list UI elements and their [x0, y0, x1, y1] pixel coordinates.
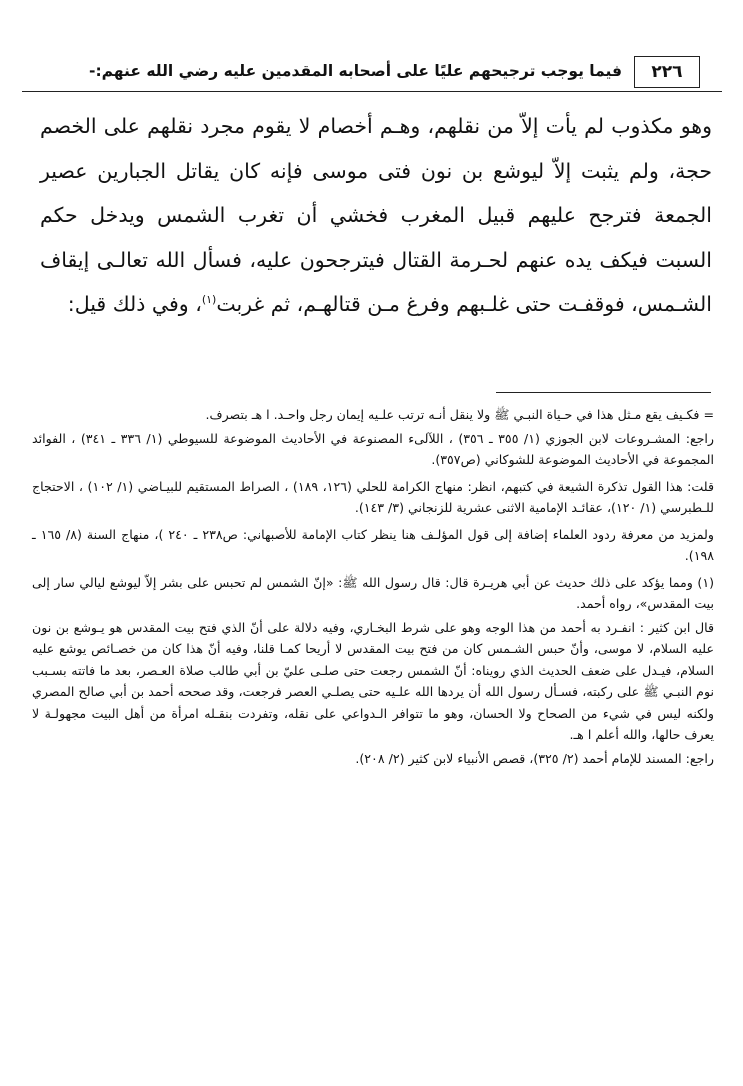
main-body [40, 104, 712, 327]
footnote-references: راجع: المشـروعات لابن الجوزي (١/ ٣٥٥ ـ ٣٥٦) ، اللآلىء المصنوعة في الأحاديث الموضوعة للسيوطي (١/ ٣٣٦ ـ ٣٤١) ، الفوائد المجموعة في الأحاديث الموضوعة للشوكاني (ص٣٥٧). [32, 430, 715, 467]
footnote-note: قلت: هذا القول تذكرة الشيعة في كتبهم، انظر: منهاج الكرامة للحلي (١٢٦، ١٨٩) ، الصراط المستقيم للبيـاضي (١/ ١٠٢) ، الاحتجاج للـطبرسي (١/ ١٢٠)، عقائـد الإمامية الاثنى عشرية للزنجاني (٣/ ١٤٣). [32, 478, 714, 515]
page-number: ٢٢٦ [634, 56, 700, 88]
footnote-1: (١) ومما يؤكد على ذلك حديث عن أبي هريـرة قال: قال رسول الله ﷺ: «إنّ الشمس لم تحبس على بشر إلاّ ليوشع ليالي سار إلى بيت المقدس»، رواه أحمد. [32, 574, 714, 611]
footnote-marker: (١) [201, 293, 217, 307]
footnote-sources: راجع: المسند للإمام أحمد (٢/ ٣٢٥)، قصص الأنبياء لابن كثير (٢/ ٢٠٨). [355, 750, 714, 766]
footnotes [32, 404, 714, 774]
main-paragraph [40, 104, 712, 327]
footnote-further-reading: ولمزيد من معرفة ردود العلماء إضافة إلى قول المؤلـف هنا ينظر كتاب الإمامة للأصبهاني: ص٢٣٨ ـ ٢٤٠ )، منهاج السنة (٨/ ١٦٥ ـ ١٩٨). [32, 526, 714, 563]
header-rule [22, 91, 722, 92]
page-header [22, 56, 722, 94]
footnote-continuation: = فكـيف يقع مـثل هذا في حـياة النبـي ﷺ ولا ينقل أنـه ترتب علـيه إيمان رجل واحـد. ا هـ بتصرف. [205, 407, 714, 422]
footnote-separator [496, 392, 711, 393]
main-text-end: ، وفي ذلك قيل: [67, 292, 202, 316]
running-title: فيما يوجب ترجيحهم عليًا على أصحابه المقدمين عليه رضي الله عنهم:- [89, 62, 622, 80]
footnote-ibn-kathir: قال ابن كثير : انفـرد به أحمد من هذا الوجه وهو على شرط البخـاري، وفيه دلالة على أنّ الذي فتح بيت المقدس هو يـوشع بن نون عليه السلام، لا موسى، وأنّ حبس الشـمس كان من فتح بيت المقدس لا أريحا كمـا قلنا، وفيه أنّ هذا كان من خصـائص يوشع عليه السلام، فيـدل على ضعف الحديث الذي رويناه: أنّ الشمس رجعت حتى صلـى عليّ بن أبي طالب صلاة العـصر، بعد ما فاتته بسـبب نوم النبـي ﷺ على ركبته، فسـأل رسول الله أن يردها الله علـيه حتى يصلـي العصر فرجعت، وقد صححه أحمد بن أبي صالح المصري ولكنه ليس في شيء من الصحاح ولا الحسان، وهو ما تتوافر الـدواعي على نقله، وتفردت بنقـله امرأة من أهل البيت مجهولـة لا يعرف حالها، والله أعلم ا هـ. [32, 619, 714, 742]
main-text: وهو مكذوب لم يأت إلاّ من نقلهم، وهـم أخصام لا يقوم مجرد نقلهم على الخصم حجة، ولم يثبت إلاّ ليوشع بن نون فتى موسى فإنه كان يقاتل الجبارين عصير الجمعة فترجح عليهم قبيل المغرب فخشي أن تغرب الشمس ويدخل حكم السبت فيكف يده عنهم لحـرمة القتال فيترجحون عليه، فسأل الله تعالـى إيقاف الشـمس، فوقفـت حتى غلـبهم وفرغ مـن قتالهـم، ثم غربت [40, 114, 712, 316]
